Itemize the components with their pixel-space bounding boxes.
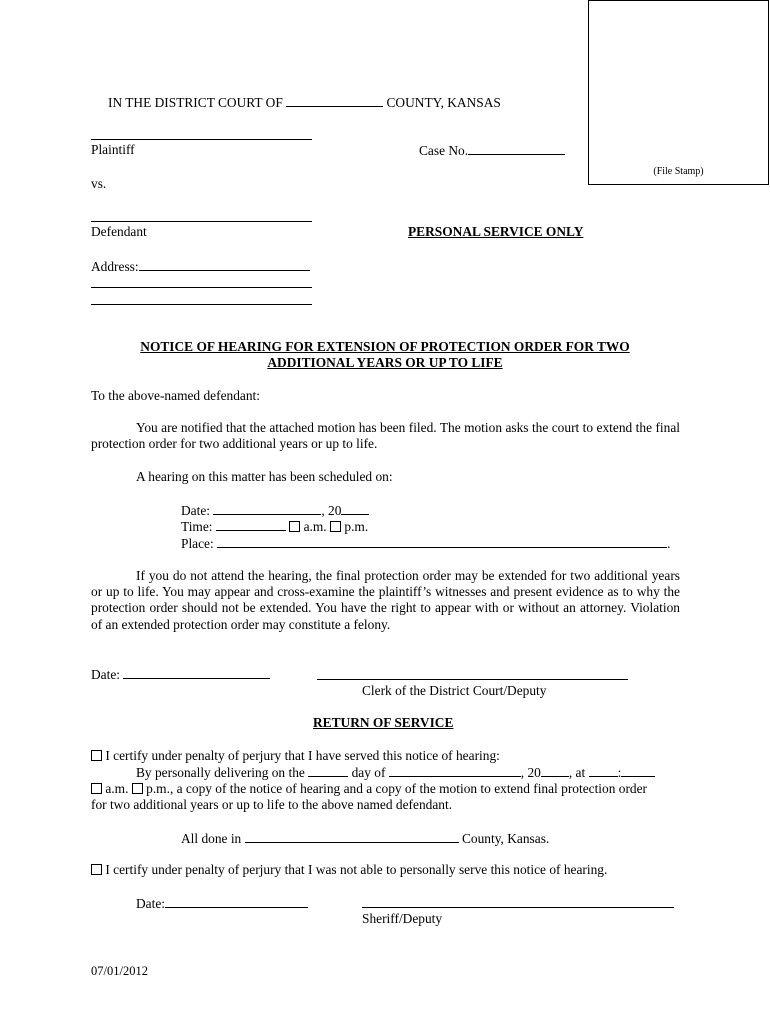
case-no-label: Case No. [419, 143, 469, 158]
form-date: 07/01/2012 [91, 964, 148, 978]
court-prefix: IN THE DISTRICT COURT OF [108, 95, 283, 110]
notice-paragraph-1: You are notified that the attached motion has been filed. The motion asks the court to extend the final protection order for two additional years or up to life. [91, 420, 680, 452]
delivery-minute-blank[interactable] [621, 764, 655, 777]
time-colon: : [617, 765, 622, 780]
court-suffix: COUNTY, KANSAS [386, 95, 501, 110]
am-label: a.m. [303, 519, 327, 534]
hearing-time-row [181, 518, 368, 535]
case-no-blank[interactable] [468, 142, 565, 155]
delivering-row [136, 764, 655, 781]
pm-checkbox[interactable] [330, 521, 341, 532]
notice-title-line2: ADDITIONAL YEARS OR UP TO LIFE [267, 355, 503, 370]
certify-served-row [91, 748, 500, 764]
hearing-time-label: Time: [181, 519, 213, 534]
clerk-date-row [91, 666, 270, 683]
address-row [91, 258, 310, 275]
delivery-am-label: a.m. [105, 781, 129, 796]
delivery-month-blank[interactable] [389, 764, 521, 777]
all-done-prefix: All done in [181, 831, 242, 846]
hearing-place-row [181, 535, 670, 552]
hearing-date-label: Date: [181, 503, 210, 518]
delivery-day-blank[interactable] [308, 764, 348, 777]
personal-service-only: PERSONAL SERVICE ONLY [408, 224, 584, 239]
file-stamp-label: (File Stamp) [653, 166, 704, 177]
hearing-year-blank[interactable] [341, 502, 369, 515]
hearing-date-row [181, 502, 369, 519]
return-of-service-title: RETURN OF SERVICE [313, 715, 454, 730]
file-stamp-box [588, 0, 769, 185]
service-county-blank[interactable] [245, 830, 459, 843]
delivery-ampm-row [91, 781, 647, 797]
hearing-place-label: Place: [181, 536, 214, 551]
day-of-label: day of [351, 765, 386, 780]
case-number [419, 142, 565, 159]
all-done-suffix: County, Kansas. [461, 831, 550, 846]
served-checkbox[interactable] [91, 750, 102, 761]
court-header [108, 94, 501, 111]
am-checkbox[interactable] [289, 521, 300, 532]
sheriff-label: Sheriff/Deputy [362, 911, 443, 926]
certify-not-served-row [91, 862, 607, 878]
defendant-label: Defendant [91, 224, 147, 239]
delivery-pm-checkbox[interactable] [132, 783, 143, 794]
place-end: . [667, 536, 671, 551]
certify-served-text: I certify under penalty of perjury that I have served this notice of hearing: [105, 748, 500, 763]
delivery-pm-copy-text: p.m., a copy of the notice of hearing and a copy of the motion to extend final protection order [146, 781, 648, 796]
hearing-date-blank[interactable] [213, 502, 321, 515]
plaintiff-label: Plaintiff [91, 142, 135, 157]
notice-paragraph-2: If you do not attend the hearing, the final protection order may be extended for two additional years or up to life. You may appear and cross-examine the plaintiff’s witnesses and present evidence as to why the protection order should not be extended. You have the right to appear with or without an attorney. Violation of an extended protection order may constitute a felony. [91, 568, 680, 632]
hearing-time-blank[interactable] [216, 518, 286, 531]
sheriff-date-blank[interactable] [165, 895, 308, 908]
delivery-year-prefix: , 20 [520, 765, 541, 780]
clerk-signature-line[interactable] [317, 679, 628, 680]
county-blank[interactable] [286, 94, 383, 107]
defendant-line[interactable] [91, 221, 312, 222]
sheriff-date-label: Date: [136, 896, 165, 911]
at-label: , at [568, 765, 586, 780]
address-blank-1[interactable] [139, 258, 310, 271]
hearing-place-blank[interactable] [217, 535, 667, 548]
delivery-hour-blank[interactable] [589, 764, 618, 777]
clerk-date-blank[interactable] [123, 666, 270, 679]
for-two-line: for two additional years or up to life to the above named defendant. [91, 797, 453, 812]
delivery-am-checkbox[interactable] [91, 783, 102, 794]
clerk-label: Clerk of the District Court/Deputy [362, 683, 547, 698]
delivery-year-blank[interactable] [541, 764, 569, 777]
certify-not-served-text: I certify under penalty of perjury that I was not able to personally serve this notice of hearing. [105, 862, 608, 877]
address-label: Address: [91, 259, 139, 274]
hearing-intro: A hearing on this matter has been scheduled on: [136, 469, 393, 484]
address-line-2[interactable] [91, 287, 312, 288]
sheriff-signature-line[interactable] [362, 907, 674, 908]
sheriff-date-row [136, 895, 308, 912]
notice-title-line1: NOTICE OF HEARING FOR EXTENSION OF PROTECTION ORDER FOR TWO [140, 339, 630, 354]
not-served-checkbox[interactable] [91, 864, 102, 875]
salutation: To the above-named defendant: [91, 388, 260, 403]
delivering-prefix: By personally delivering on the [136, 765, 305, 780]
vs-label: vs. [91, 176, 107, 191]
address-line-3[interactable] [91, 304, 312, 305]
clerk-date-label: Date: [91, 667, 120, 682]
hearing-year-prefix: , 20 [321, 503, 342, 518]
plaintiff-line[interactable] [91, 139, 312, 140]
all-done-row [181, 830, 549, 847]
pm-label: p.m. [344, 519, 369, 534]
